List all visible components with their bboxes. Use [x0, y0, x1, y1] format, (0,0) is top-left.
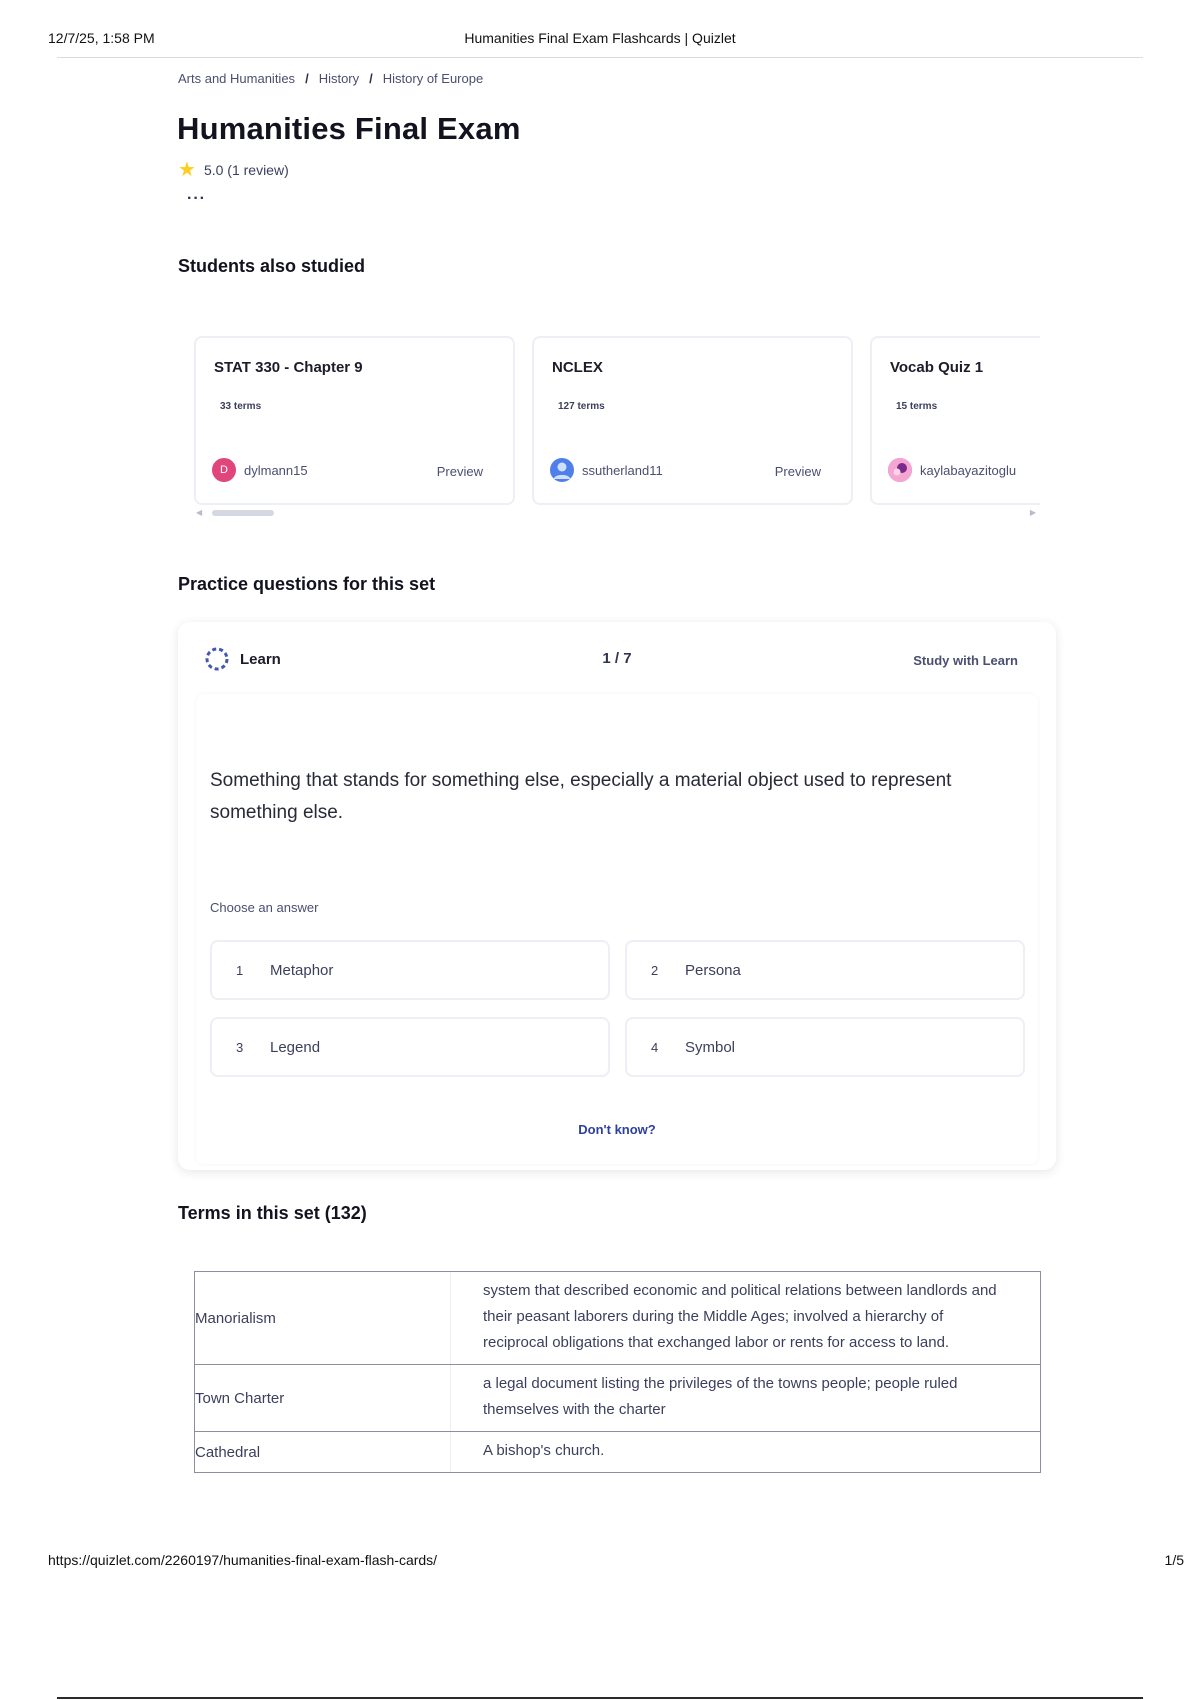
print-header: [48, 30, 1152, 50]
author-name: ssutherland11: [582, 462, 663, 478]
dont-know-button[interactable]: Don't know?: [578, 1122, 656, 1137]
learn-practice-card: [178, 622, 1056, 1170]
set-card[interactable]: [870, 336, 1040, 505]
option-label: Persona: [685, 961, 741, 979]
practice-questions-title: Practice questions for this set: [178, 574, 436, 594]
terms-table: [194, 1271, 1041, 1473]
answer-option-3[interactable]: [210, 1017, 610, 1077]
study-with-learn-link[interactable]: Study with Learn: [913, 653, 1018, 668]
option-number: 2: [651, 962, 659, 978]
avatar: D: [212, 458, 236, 482]
learn-label: Learn: [240, 650, 281, 668]
more-options-icon[interactable]: ···: [187, 190, 206, 207]
set-card-author[interactable]: [550, 458, 663, 482]
breadcrumb-separator: /: [305, 71, 309, 86]
print-url: https://quizlet.com/2260197/humanities-final-exam-flash-cards/: [48, 1552, 438, 1568]
option-label: Metaphor: [270, 961, 334, 979]
set-card-terms: 127 terms: [558, 401, 605, 412]
table-row: [195, 1432, 1041, 1473]
definition-cell: system that described economic and political relations between landlords and their peasant laborers during the Middle Ages; involved a hierarchy of reciprocal obligations that exchanged labor or rents for access to land.: [451, 1272, 1041, 1365]
profile-picture-icon: [888, 458, 912, 482]
preview-button[interactable]: Preview: [774, 464, 821, 479]
term-cell: Manorialism: [195, 1272, 451, 1365]
breadcrumb-link-arts-and-humanities[interactable]: Arts and Humanities: [178, 71, 296, 86]
breadcrumb-link-history-of-europe[interactable]: History of Europe: [382, 71, 484, 86]
header-divider: [57, 57, 1143, 58]
set-card-name: STAT 330 - Chapter 9: [214, 359, 363, 376]
author-name: kaylabayazitoglu: [920, 462, 1017, 478]
set-card-author[interactable]: [888, 458, 1016, 482]
carousel-scrollbar[interactable]: [196, 508, 1036, 518]
print-page-number: 1/5: [1164, 1552, 1184, 1568]
answer-option-2[interactable]: [625, 940, 1025, 1000]
user-silhouette-icon: [550, 458, 574, 482]
definition-cell: a legal document listing the privileges of the towns people; people ruled themselves with the charter: [451, 1365, 1041, 1432]
table-row: [195, 1365, 1041, 1432]
answer-option-1[interactable]: [210, 940, 610, 1000]
scroll-left-icon[interactable]: ◀: [196, 508, 203, 517]
learn-header: [204, 646, 1030, 676]
scroll-right-icon[interactable]: ▶: [1029, 508, 1036, 517]
term-cell: Town Charter: [195, 1365, 451, 1432]
breadcrumb-separator: /: [369, 71, 373, 86]
breadcrumb: [178, 71, 483, 86]
answer-option-4[interactable]: [625, 1017, 1025, 1077]
preview-button[interactable]: Preview: [436, 464, 483, 479]
option-number: 3: [236, 1039, 244, 1055]
question-counter: 1 / 7: [602, 650, 632, 667]
breadcrumb-link-history[interactable]: History: [318, 71, 360, 86]
page-bottom-divider: [57, 1697, 1143, 1699]
option-label: Legend: [270, 1038, 321, 1056]
print-date: 12/7/25, 1:58 PM: [48, 30, 155, 46]
set-card-name: NCLEX: [552, 359, 603, 376]
rating[interactable]: [178, 160, 289, 180]
author-name: dylmann15: [244, 462, 308, 478]
students-also-studied-title: Students also studied: [178, 256, 366, 276]
question-panel: [196, 694, 1038, 1164]
star-icon: ★: [178, 159, 196, 181]
rating-text: 5.0 (1 review): [203, 162, 289, 178]
set-card-terms: 33 terms: [220, 401, 262, 412]
definition-cell: A bishop's church.: [451, 1432, 1041, 1473]
set-card-name: Vocab Quiz 1: [890, 359, 984, 376]
table-row: [195, 1272, 1041, 1365]
studied-sets-carousel: [194, 336, 1040, 506]
question-text: Something that stands for something else, especially a material object used to represent something else.: [210, 770, 952, 823]
set-card[interactable]: [532, 336, 853, 505]
term-cell: Cathedral: [195, 1432, 451, 1473]
set-card-terms: 15 terms: [896, 401, 938, 412]
print-page-title: Humanities Final Exam Flashcards | Quizlet: [464, 30, 736, 46]
choose-answer-label: Choose an answer: [210, 900, 319, 915]
scrollbar-thumb[interactable]: [212, 510, 274, 516]
avatar: [888, 458, 912, 482]
page-title: Humanities Final Exam: [177, 111, 521, 146]
terms-in-set-title: Terms in this set (132): [178, 1203, 367, 1223]
option-number: 4: [651, 1039, 659, 1055]
set-card[interactable]: [194, 336, 515, 505]
set-card-author[interactable]: [212, 458, 308, 482]
option-number: 1: [236, 962, 244, 978]
avatar: [550, 458, 574, 482]
option-label: Symbol: [685, 1038, 736, 1056]
